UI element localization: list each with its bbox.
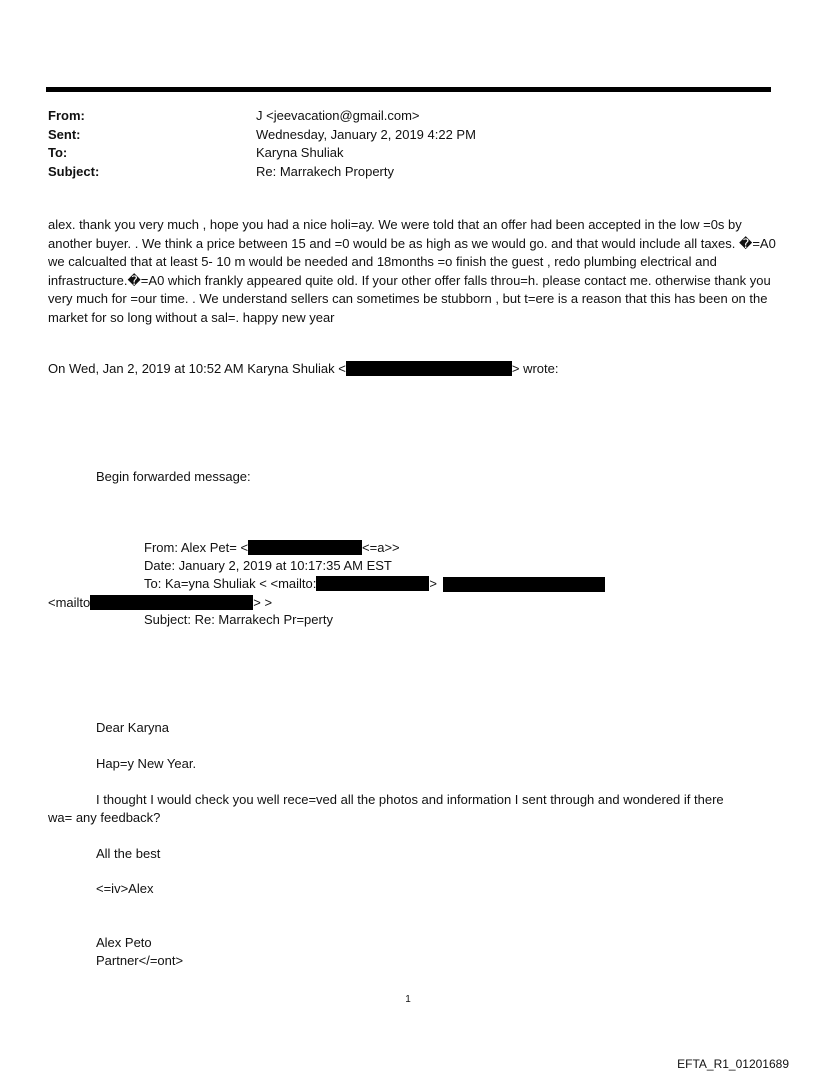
subject-label: Subject: [48,163,100,179]
to-row [48,144,476,163]
from-value: J <jeevacation@gmail.com> [256,108,420,123]
from-label: From: [48,108,85,123]
redaction-box [443,577,605,592]
quote-intro-prefix: On Wed, Jan 2, 2019 at 10:52 AM Karyna Shuliak < [48,361,346,376]
fwd-from-prefix: From: Alex Pet= < [144,540,249,555]
fwd-to-mid: > [429,576,437,591]
happy-new-year: Hap=y New Year. [96,756,197,771]
redaction-box [90,595,253,610]
to-label: To: [48,145,68,160]
quote-intro-suffix: > wrote: [511,361,559,376]
div-alex: <=iv>Alex [96,881,154,896]
fwd-from-line [144,539,400,557]
signature-name: Alex Peto [96,935,152,950]
document-id: EFTA_R1_01201689 [677,1057,789,1071]
begin-forwarded: Begin forwarded message: [96,469,251,484]
page-number: 1 [405,994,411,1005]
email-body [48,216,776,327]
subject-row [48,163,476,182]
header-rule [46,87,771,92]
sign-off: All the best [96,846,161,861]
email-header [48,107,476,181]
fwd-to-prefix: To: Ka=yna Shuliak < <mailto: [144,576,317,591]
fwd-date-line: Date: January 2, 2019 at 10:17:35 AM EST [144,558,392,573]
fwd-to-line [144,575,437,593]
greeting: Dear Karyna [96,720,169,735]
redaction-box [346,361,512,376]
check-line-2: wa= any feedback? [48,810,161,825]
mailto-line [48,594,272,612]
mailto-prefix: <mailto [48,595,91,610]
check-line-1: I thought I would check you well rece=ved all the photos and information I sent through and wondered if there [96,792,724,807]
to-value: Karyna Shuliak [256,145,344,160]
subject-value: Re: Marrakech Property [256,163,394,179]
redaction-box [248,540,362,555]
sent-label: Sent: [48,126,81,142]
quote-intro-line [48,360,558,378]
signature-title: Partner</=ont> [96,953,184,968]
fwd-from-suffix: <=a>> [362,540,400,555]
fwd-subject-line: Subject: Re: Marrakech Pr=perty [144,612,333,627]
sent-row [48,126,476,145]
reply-paragraph: alex. thank you very much , hope you had a nice holi=ay. We were told that an offer had been accepted in the low =0s by another buyer. . We think a price between 15 and =0 would be as high as we would go. and that would include all taxes. �=A0 we calcualted that at least 5- 10 m would be needed and 18months =o finish the guest , redo plumbing electrical and infrastructure.�=A0 which frankly appeared quite old. If your other offer falls throu=h. please contact me. otherwise thank you very much for =our time. . We understand sellers can sometimes be stubborn , but t=ere is a reason that this has been on the market for so long without a sal=. happy new year [48,217,776,325]
mailto-suffix: > > [253,595,273,610]
sent-value: Wednesday, January 2, 2019 4:22 PM [256,126,476,142]
from-row [48,107,476,126]
redaction-box [316,576,429,591]
